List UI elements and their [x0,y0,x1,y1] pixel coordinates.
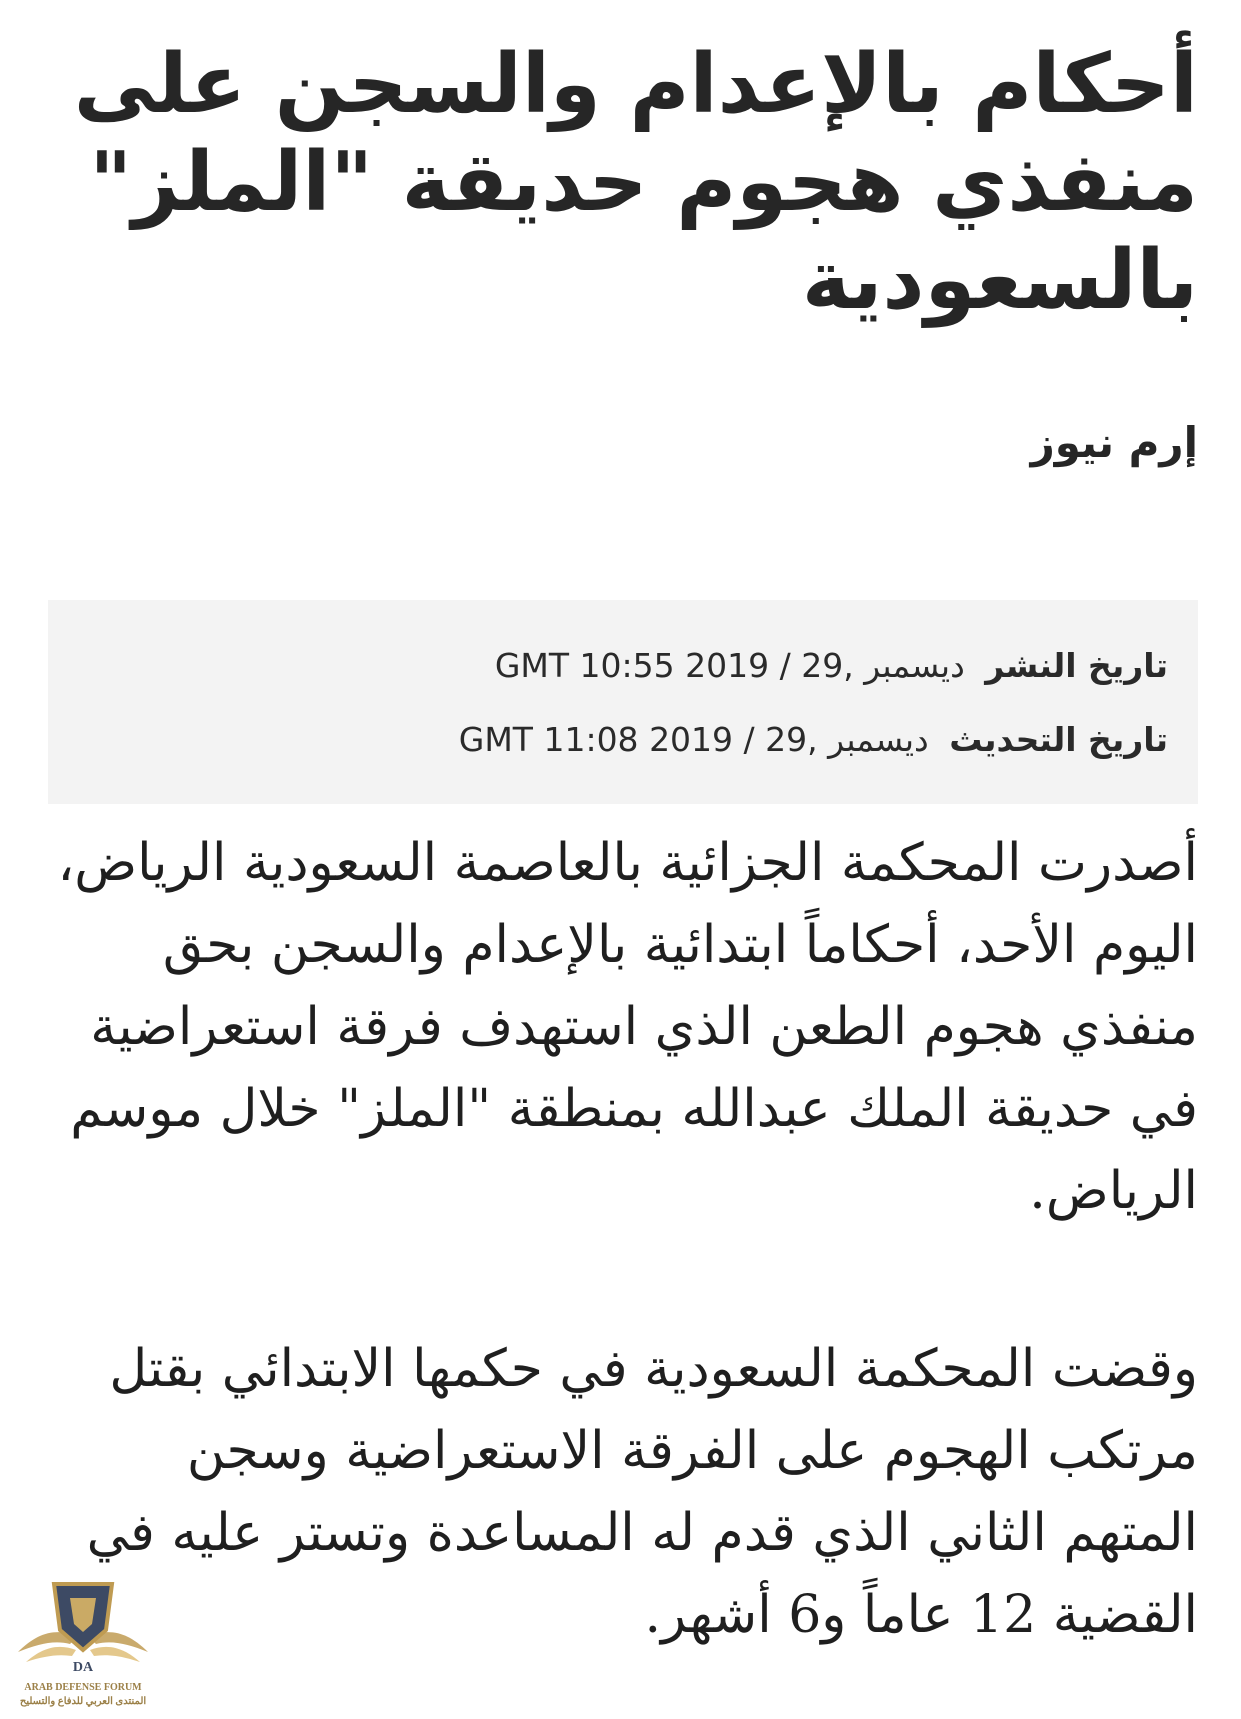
article-paragraph-2: وقضت المحكمة السعودية في حكمها الابتدائي بقتل مرتكب الهجوم على الفرقة الاستعراضية وسجن المتهم الثاني الذي قدم له المساعدة وتستر عليه في القضية 12 عاماً و6 أشهر. [86,1339,1198,1645]
watermark-name-en: ARAB DEFENSE FORUM [24,1682,142,1693]
watermark-name-ar: المنتدى العربي للدفاع والتسليح [19,1696,147,1707]
article-title: أحكام بالإعدام والسجن على منفذي هجوم حديقة "الملز" بالسعودية [73,37,1198,328]
article-source[interactable]: إرم نيوز [1030,418,1198,467]
published-date-row [78,644,1168,688]
published-date-value: ديسمبر ,29 / 2019 10:55 GMT [494,646,965,685]
article-paragraph-1: أصدرت المحكمة الجزائية بالعاصمة السعودية الرياض، اليوم الأحد، أحكاماً ابتدائية بالإعدام والسجن بحق منفذي هجوم الطعن الذي استهدف فرقة استعراضية في حديقة الملك عبدالله بمنطقة "الملز" خلال موسم الرياض. [57,833,1198,1221]
watermark-logo-letters: DA [72,1660,94,1675]
updated-date-label: تاريخ التحديث [949,720,1168,759]
updated-date-value: ديسمبر ,29 / 2019 11:08 GMT [458,720,929,759]
updated-date-row [78,718,1168,762]
watermark-logo-icon [8,1570,158,1682]
article-meta-box [48,600,1198,804]
published-date-label: تاريخ النشر [985,646,1168,685]
article [48,36,1198,1645]
arab-defense-forum-watermark [8,1570,158,1718]
